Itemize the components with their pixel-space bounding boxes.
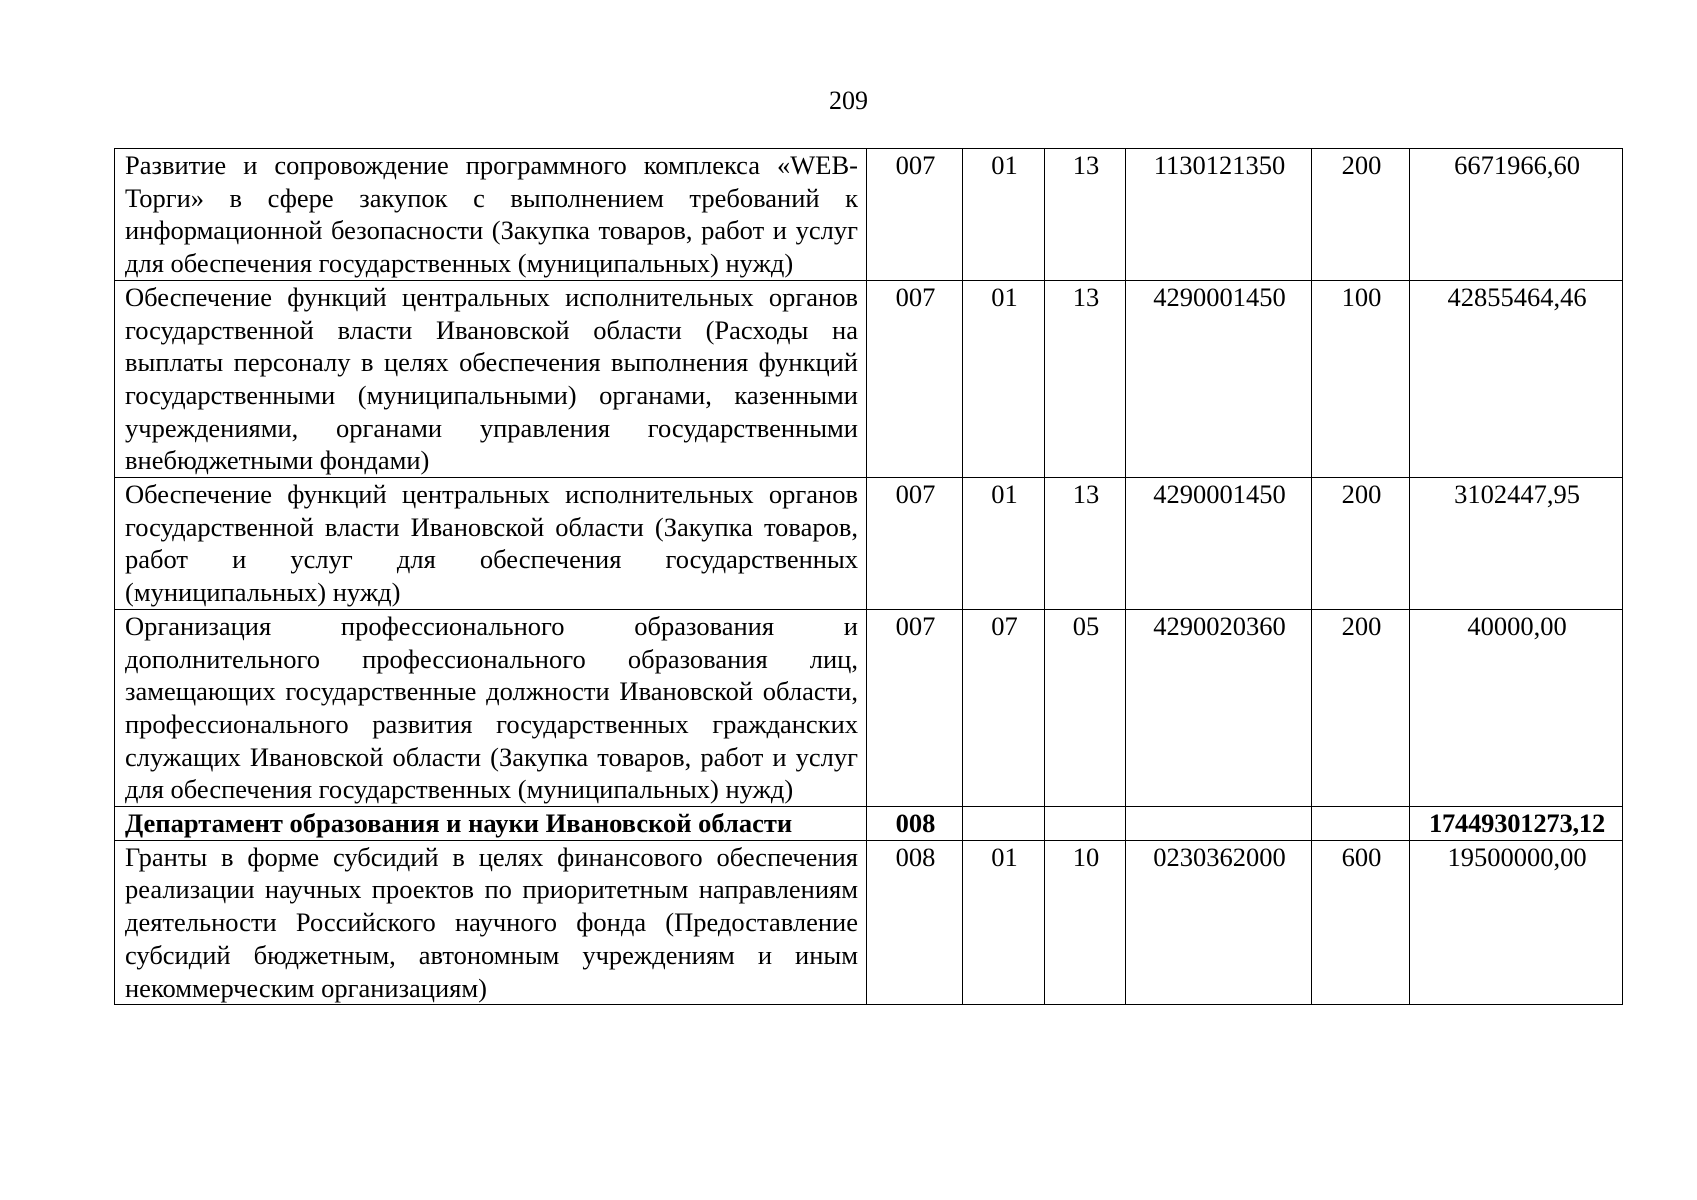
table-row xyxy=(115,609,1623,806)
section-code-cell: 07 xyxy=(963,609,1045,806)
subsection-code-cell xyxy=(1045,807,1126,841)
section-code-cell xyxy=(963,807,1045,841)
amount-cell: 3102447,95 xyxy=(1410,478,1623,610)
target-code-cell: 4290020360 xyxy=(1126,609,1312,806)
ministry-code-cell: 007 xyxy=(867,149,963,281)
row-name-cell: Развитие и сопровождение программного комплекса «WEB-Торги» в сфере закупок с выполнением требований к информационной безопасности (Закупка товаров, работ и услуг для обеспечения государственных (муниципальных) нужд) xyxy=(115,149,867,281)
department-total-cell: 17449301273,12 xyxy=(1410,807,1623,841)
expense-type-cell xyxy=(1312,807,1410,841)
ministry-code-cell: 007 xyxy=(867,280,963,477)
target-code-cell: 4290001450 xyxy=(1126,478,1312,610)
table-row-department xyxy=(115,807,1623,841)
section-code-cell: 01 xyxy=(963,280,1045,477)
subsection-code-cell: 10 xyxy=(1045,840,1126,1005)
section-code-cell: 01 xyxy=(963,149,1045,281)
row-name-cell: Обеспечение функций центральных исполнительных органов государственной власти Ивановской области (Расходы на выплаты персоналу в целях обеспечения выполнения функций государственными (муниципальными) органами, казенными учреждениями, органами управления государственными внебюджетными фондами) xyxy=(115,280,867,477)
ministry-code-cell: 008 xyxy=(867,840,963,1005)
section-code-cell: 01 xyxy=(963,840,1045,1005)
target-code-cell: 4290001450 xyxy=(1126,280,1312,477)
ministry-code-cell: 008 xyxy=(867,807,963,841)
table-row xyxy=(115,840,1623,1005)
amount-cell: 19500000,00 xyxy=(1410,840,1623,1005)
row-name-cell: Обеспечение функций центральных исполнительных органов государственной власти Ивановской области (Закупка товаров, работ и услуг для обеспечения государственных (муниципальных) нужд) xyxy=(115,478,867,610)
amount-cell: 40000,00 xyxy=(1410,609,1623,806)
budget-table xyxy=(114,148,1623,1005)
subsection-code-cell: 13 xyxy=(1045,478,1126,610)
expense-type-cell: 200 xyxy=(1312,149,1410,281)
subsection-code-cell: 05 xyxy=(1045,609,1126,806)
expense-type-cell: 200 xyxy=(1312,609,1410,806)
expense-type-cell: 100 xyxy=(1312,280,1410,477)
subsection-code-cell: 13 xyxy=(1045,280,1126,477)
ministry-code-cell: 007 xyxy=(867,609,963,806)
subsection-code-cell: 13 xyxy=(1045,149,1126,281)
target-code-cell: 1130121350 xyxy=(1126,149,1312,281)
amount-cell: 6671966,60 xyxy=(1410,149,1623,281)
expense-type-cell: 200 xyxy=(1312,478,1410,610)
table-row xyxy=(115,280,1623,477)
row-name-cell: Организация профессионального образования и дополнительного профессионального образования лиц, замещающих государственные должности Ивановской области, профессионального развития государственных гражданских служащих Ивановской области (Закупка товаров, работ и услуг для обеспечения государственных (муниципальных) нужд) xyxy=(115,609,867,806)
table-row xyxy=(115,149,1623,281)
row-name-cell: Гранты в форме субсидий в целях финансового обеспечения реализации научных проектов по приоритетным направлениям деятельности Российского научного фонда (Предоставление субсидий бюджетным, автономным учреждениям и иным некоммерческим организациям) xyxy=(115,840,867,1005)
amount-cell: 42855464,46 xyxy=(1410,280,1623,477)
page-number: 209 xyxy=(829,86,868,115)
target-code-cell: 0230362000 xyxy=(1126,840,1312,1005)
target-code-cell xyxy=(1126,807,1312,841)
expense-type-cell: 600 xyxy=(1312,840,1410,1005)
ministry-code-cell: 007 xyxy=(867,478,963,610)
section-code-cell: 01 xyxy=(963,478,1045,610)
department-name-cell: Департамент образования и науки Ивановской области xyxy=(115,807,867,841)
table-row xyxy=(115,478,1623,610)
